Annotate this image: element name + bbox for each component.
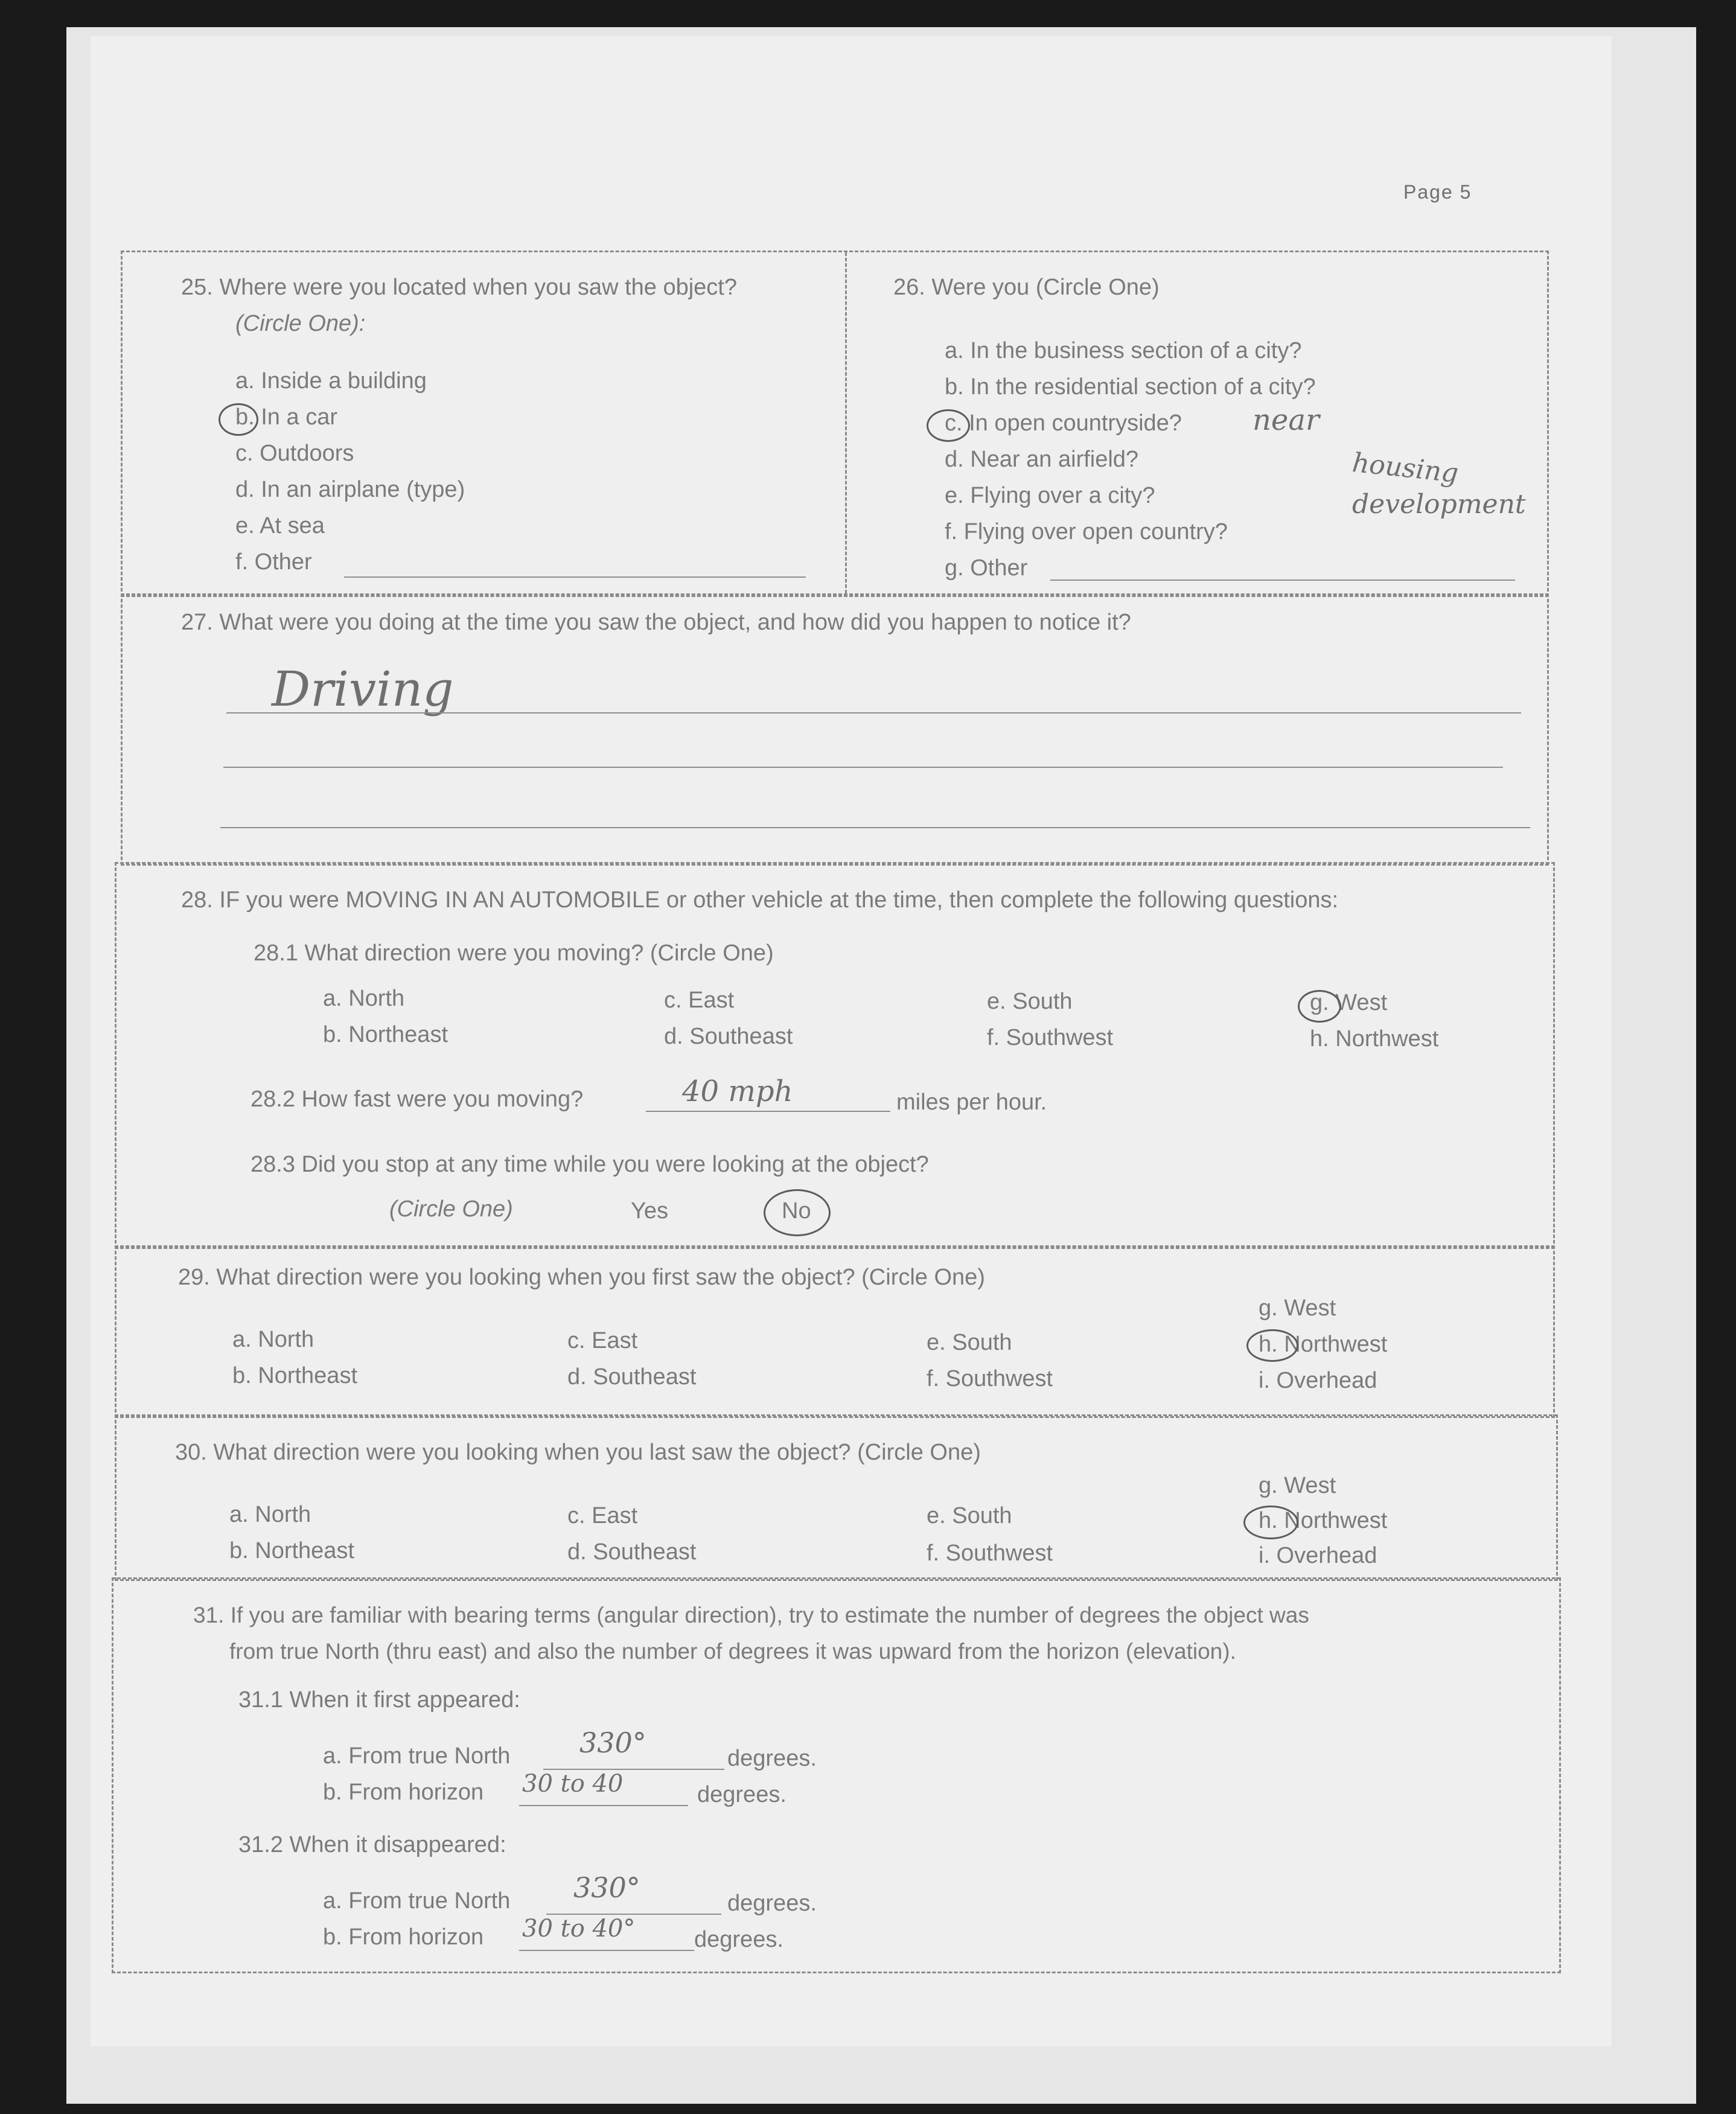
q31-1-horizon-label: b. From horizon xyxy=(323,1780,484,1805)
q29-option-c: c. East xyxy=(567,1328,638,1353)
q28-question: 28. IF you were MOVING IN AN AUTOMOBILE or other vehicle at the time, then complete the following questions: xyxy=(181,887,1339,913)
q28-1-option-d: d. Southeast xyxy=(664,1024,793,1049)
q28-2-unit: miles per hour. xyxy=(896,1090,1047,1115)
q31-2-horizon-value: 30 to 40° xyxy=(522,1915,636,1943)
q31-2-horizon-line xyxy=(519,1950,694,1951)
q28-1-option-b: b. Northeast xyxy=(323,1022,448,1047)
q28-1-selected-circle xyxy=(1298,990,1341,1023)
q31-1-north-value: 330° xyxy=(579,1726,646,1759)
q28-1-option-e: e. South xyxy=(987,989,1073,1014)
q26-other-line xyxy=(1050,580,1515,581)
q28-1-option-f: f. Southwest xyxy=(987,1025,1114,1050)
q28-1-option-c: c. East xyxy=(664,988,735,1013)
q31-1-horizon-degrees: degrees. xyxy=(697,1782,787,1807)
q28-2-question: 28.2 How fast were you moving? xyxy=(251,1087,584,1112)
q26-handwritten-housing: housing xyxy=(1350,447,1460,490)
q28-1-option-g: g. West xyxy=(1310,990,1388,1015)
q31-2-horizon-degrees: degrees. xyxy=(694,1927,783,1952)
q31-1-label: 31.1 When it first appeared: xyxy=(238,1687,520,1713)
q28-3-selected-circle xyxy=(764,1189,831,1236)
q25-question: 25. Where were you located when you saw the object? xyxy=(181,275,737,300)
q30-option-c: c. East xyxy=(567,1503,638,1528)
q31-2-north-degrees: degrees. xyxy=(727,1891,817,1916)
q26-option-e: e. Flying over a city? xyxy=(945,483,1155,508)
q25-selected-circle xyxy=(219,403,258,436)
q25-instruction: (Circle One): xyxy=(235,311,366,336)
section-28-box xyxy=(115,862,1555,1249)
q30-option-h: h. Northwest xyxy=(1259,1508,1388,1533)
q28-3-yes: Yes xyxy=(631,1198,668,1224)
q29-option-e: e. South xyxy=(927,1330,1012,1355)
q29-option-i: i. Overhead xyxy=(1259,1368,1377,1393)
q28-2-answer: 40 mph xyxy=(682,1075,793,1108)
page-number: Page 5 xyxy=(1403,181,1472,203)
q28-3-instruction: (Circle One) xyxy=(389,1196,513,1222)
q27-answer: Driving xyxy=(272,661,454,717)
q26-option-f: f. Flying over open country? xyxy=(945,519,1228,544)
q26-option-a: a. In the business section of a city? xyxy=(945,338,1302,363)
q25-other-line xyxy=(344,576,806,578)
q30-option-g: g. West xyxy=(1259,1473,1336,1498)
section-divider xyxy=(845,252,847,593)
q27-answer-line-1 xyxy=(226,712,1521,714)
q31-line-2: from true North (thru east) and also the number of degrees it was upward from the horizon (elevation). xyxy=(229,1639,1236,1664)
q29-option-d: d. Southeast xyxy=(567,1364,697,1390)
q26-handwritten-near: near xyxy=(1253,403,1320,437)
q25-option-a: a. Inside a building xyxy=(235,368,427,394)
q25-option-e: e. At sea xyxy=(235,513,325,538)
q28-1-option-a: a. North xyxy=(323,986,405,1011)
q31-2-horizon-label: b. From horizon xyxy=(323,1924,484,1950)
q27-answer-line-2 xyxy=(223,767,1503,768)
q28-3-question: 28.3 Did you stop at any time while you were looking at the object? xyxy=(251,1152,929,1177)
q29-option-a: a. North xyxy=(232,1327,314,1352)
q30-option-f: f. Southwest xyxy=(927,1541,1053,1566)
q25-option-b: b. In a car xyxy=(235,404,337,430)
q31-line-1: 31. If you are familiar with bearing terms (angular direction), try to estimate the number of degrees the object was xyxy=(193,1603,1309,1627)
q30-option-i: i. Overhead xyxy=(1259,1543,1377,1568)
q30-option-a: a. North xyxy=(229,1502,311,1527)
q25-option-d: d. In an airplane (type) xyxy=(235,477,465,502)
q26-option-c: c. In open countryside? xyxy=(945,410,1182,436)
q30-option-e: e. South xyxy=(927,1503,1012,1528)
q28-2-answer-line xyxy=(646,1111,890,1112)
q26-selected-circle xyxy=(927,409,970,442)
q31-2-north-label: a. From true North xyxy=(323,1888,511,1914)
q29-selected-circle xyxy=(1246,1329,1298,1362)
q29-question: 29. What direction were you looking when you first saw the object? (Circle One) xyxy=(178,1265,985,1290)
q27-answer-line-3 xyxy=(220,827,1530,828)
q31-1-north-degrees: degrees. xyxy=(727,1746,817,1771)
q25-option-f: f. Other xyxy=(235,549,312,575)
q25-option-c: c. Outdoors xyxy=(235,441,354,466)
q26-option-b: b. In the residential section of a city? xyxy=(945,374,1316,400)
q27-question: 27. What were you doing at the time you saw the object, and how did you happen to notice it? xyxy=(181,610,1131,635)
q29-option-b: b. Northeast xyxy=(232,1363,357,1388)
q29-option-f: f. Southwest xyxy=(927,1366,1053,1391)
q31-1-horizon-line xyxy=(519,1805,688,1806)
q30-option-b: b. Northeast xyxy=(229,1538,354,1563)
q31-1-north-label: a. From true North xyxy=(323,1743,511,1769)
q30-question: 30. What direction were you looking when you last saw the object? (Circle One) xyxy=(175,1440,981,1465)
q31-1-horizon-value: 30 to 40 xyxy=(522,1770,624,1798)
q30-selected-circle xyxy=(1243,1506,1298,1539)
q28-1-option-h: h. Northwest xyxy=(1310,1026,1439,1052)
q31-2-north-value: 330° xyxy=(573,1871,640,1904)
q30-option-d: d. Southeast xyxy=(567,1539,697,1565)
q26-option-g: g. Other xyxy=(945,555,1028,581)
q31-2-label: 31.2 When it disappeared: xyxy=(238,1832,506,1857)
q29-option-g: g. West xyxy=(1259,1295,1336,1321)
q29-option-h: h. Northwest xyxy=(1259,1332,1388,1357)
q26-question: 26. Were you (Circle One) xyxy=(893,275,1160,300)
q26-handwritten-development: development xyxy=(1352,489,1526,520)
q28-1-question: 28.1 What direction were you moving? (Circle One) xyxy=(254,940,774,966)
q28-3-no: No xyxy=(782,1198,811,1224)
q26-option-d: d. Near an airfield? xyxy=(945,447,1139,472)
